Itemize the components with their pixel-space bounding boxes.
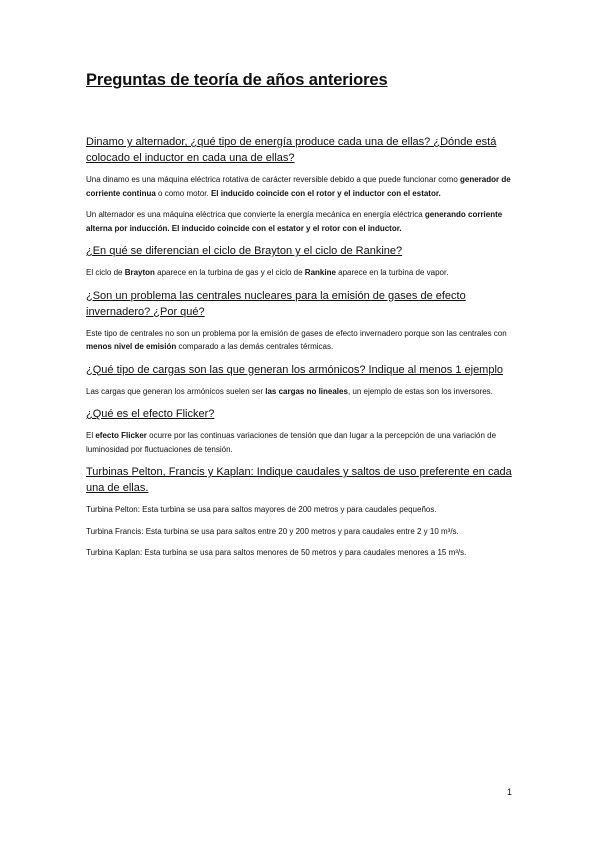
- answer-text: ocurre por las continuas variaciones de tensión que dan lugar a la percepción de una variación de luminosidad por fluctuaciones de tensión.: [86, 431, 497, 454]
- page-number: 1: [507, 787, 513, 797]
- answer-bold-text: Rankine: [304, 268, 336, 277]
- question-heading: Dinamo y alternador, ¿qué tipo de energía produce cada una de ellas? ¿Dónde está colocado el inductor en cada una de ellas?: [86, 136, 497, 164]
- question-heading: Turbinas Pelton, Francis y Kaplan: Indique caudales y saltos de uso preferente en cada una de ellas.: [86, 466, 512, 494]
- answer-paragraph: [86, 546, 516, 560]
- answer-text: comparado a las demás centrales térmicas.: [176, 342, 334, 351]
- answer-bold-text: generador de corriente continua: [86, 175, 511, 198]
- answer-bold-text: menos nivel de emisión: [86, 342, 177, 351]
- answer-paragraph: [86, 385, 516, 399]
- document-body: [86, 134, 516, 568]
- answer-text: El ciclo de: [86, 268, 125, 277]
- answer-text: aparece en la turbina de vapor.: [335, 268, 449, 277]
- answer-paragraph: [86, 525, 516, 539]
- answer-bold-text: efecto Flicker: [95, 431, 147, 440]
- answer-text: Una dinamo es una máquina eléctrica rotativa de carácter reversible debido a que puede funcionar como: [86, 175, 460, 184]
- answer-text: Este tipo de centrales no son un problema por la emisión de gases de efecto invernadero porque son las centrales con: [86, 328, 507, 338]
- answer-paragraph: [86, 173, 516, 200]
- question-heading: ¿Qué tipo de cargas son las que generan los armónicos? Indique al menos 1 ejemplo: [86, 363, 504, 376]
- answer-text: Turbina Pelton: Esta turbina se usa para saltos mayores de 200 metros y para caudales pequeños.: [86, 505, 437, 514]
- answer-text: Un alternador es una máquina eléctrica que convierte la energía mecánica en energía eléctrica: [86, 210, 425, 219]
- answer-paragraph: [86, 266, 516, 280]
- question-heading: ¿Qué es el efecto Flicker?: [86, 408, 215, 420]
- answer-text: Turbina Kaplan: Esta turbina se usa para saltos menores de 50 metros y para caudales menores a 15 m³/s.: [86, 548, 467, 557]
- answer-paragraph: [86, 503, 516, 517]
- answer-paragraph: [86, 327, 516, 354]
- answer-text: Las cargas que generan los armónicos suelen ser: [86, 386, 266, 396]
- answer-text: Turbina Francis: Esta turbina se usa para saltos entre 20 y 200 metros y para caudales entre 2 y 10 m³/s.: [86, 526, 459, 536]
- answer-text: o como motor.: [155, 188, 211, 198]
- answer-bold-text: El inducido coincide con el rotor y el inductor con el estator.: [210, 188, 441, 198]
- answer-text: El: [86, 431, 96, 440]
- answer-paragraph: [86, 208, 516, 235]
- question-heading: ¿En qué se diferencian el ciclo de Brayton y el ciclo de Rankine?: [86, 245, 403, 257]
- answer-bold-text: generando corriente alterna por inducción. El inducido coincide con el estator y el rotor con el inductor.: [86, 210, 503, 233]
- answer-text: aparece en la turbina de gas y el ciclo de: [154, 268, 305, 277]
- document-title: Preguntas de teoría de años anteriores: [86, 71, 388, 89]
- question-heading: ¿Son un problema las centrales nucleares para la emisión de gases de efecto invernadero? ¿Por qué?: [86, 289, 466, 318]
- answer-bold-text: las cargas no lineales: [265, 386, 348, 396]
- answer-text: , un ejemplo de estas son los inversores.: [347, 386, 493, 396]
- answer-bold-text: Brayton: [124, 268, 155, 277]
- answer-paragraph: [86, 429, 516, 456]
